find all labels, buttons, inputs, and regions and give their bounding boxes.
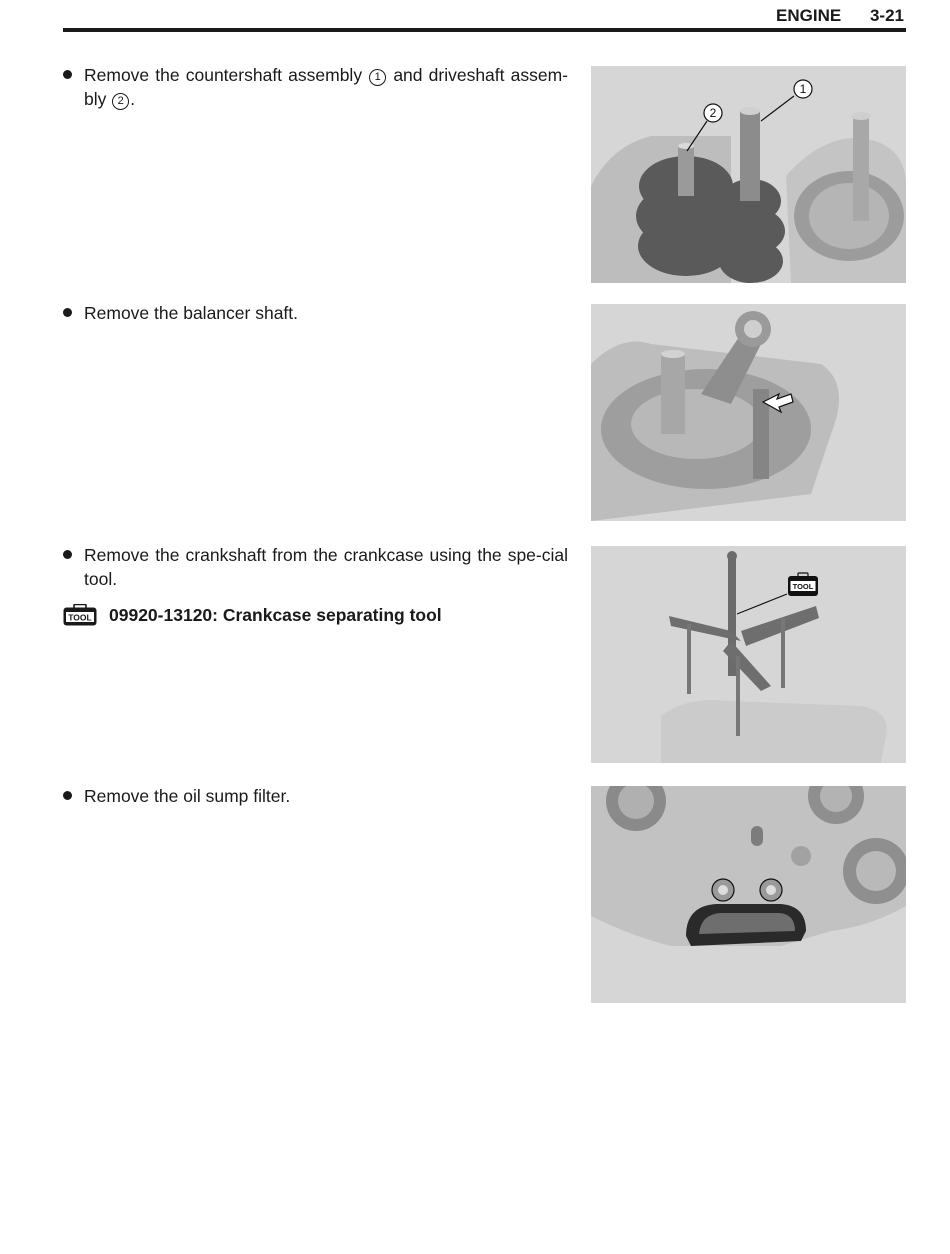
tool-spec: 09920-13120: Crankcase separating tool xyxy=(109,605,442,625)
figure-balancer-shaft xyxy=(591,304,906,521)
bullet-icon xyxy=(63,550,72,559)
step-1-text-mid: and driveshaft assem-bly xyxy=(84,65,568,109)
callout-2-ref: 2 xyxy=(112,93,129,110)
page-number: 3-21 xyxy=(869,6,904,25)
step-2-text: Remove the balancer shaft. xyxy=(84,303,299,323)
step-4 xyxy=(63,784,568,808)
step-3 xyxy=(63,543,568,591)
step-1-text-pre: Remove the countershaft assembly xyxy=(84,65,369,85)
step-2 xyxy=(63,301,568,325)
bullet-icon xyxy=(63,70,72,79)
figure-transmission-shafts xyxy=(591,66,906,283)
tool-callout-label: TOOL xyxy=(792,582,814,591)
step-3-text: Remove the crankshaft from the crankcase using the spe-cial tool. xyxy=(84,545,568,589)
bullet-icon xyxy=(63,791,72,800)
tool-icon xyxy=(63,604,97,626)
callout-1-ref: 1 xyxy=(369,69,386,86)
tool-icon-label: TOOL xyxy=(68,612,92,623)
section-title: ENGINE xyxy=(776,6,842,25)
step-1 xyxy=(63,63,568,111)
special-tool-note xyxy=(63,602,568,632)
step-4-text: Remove the oil sump filter. xyxy=(84,786,291,806)
step-1-text-post: . xyxy=(130,89,136,109)
figure-crankcase-tool xyxy=(591,546,906,763)
figure-oil-sump-filter xyxy=(591,786,906,1003)
bullet-icon xyxy=(63,308,72,317)
callout-2: 2 xyxy=(709,106,717,120)
callout-1: 1 xyxy=(799,82,807,96)
step-1-text xyxy=(84,63,568,111)
header-labels xyxy=(776,6,904,26)
page-header xyxy=(63,4,906,32)
